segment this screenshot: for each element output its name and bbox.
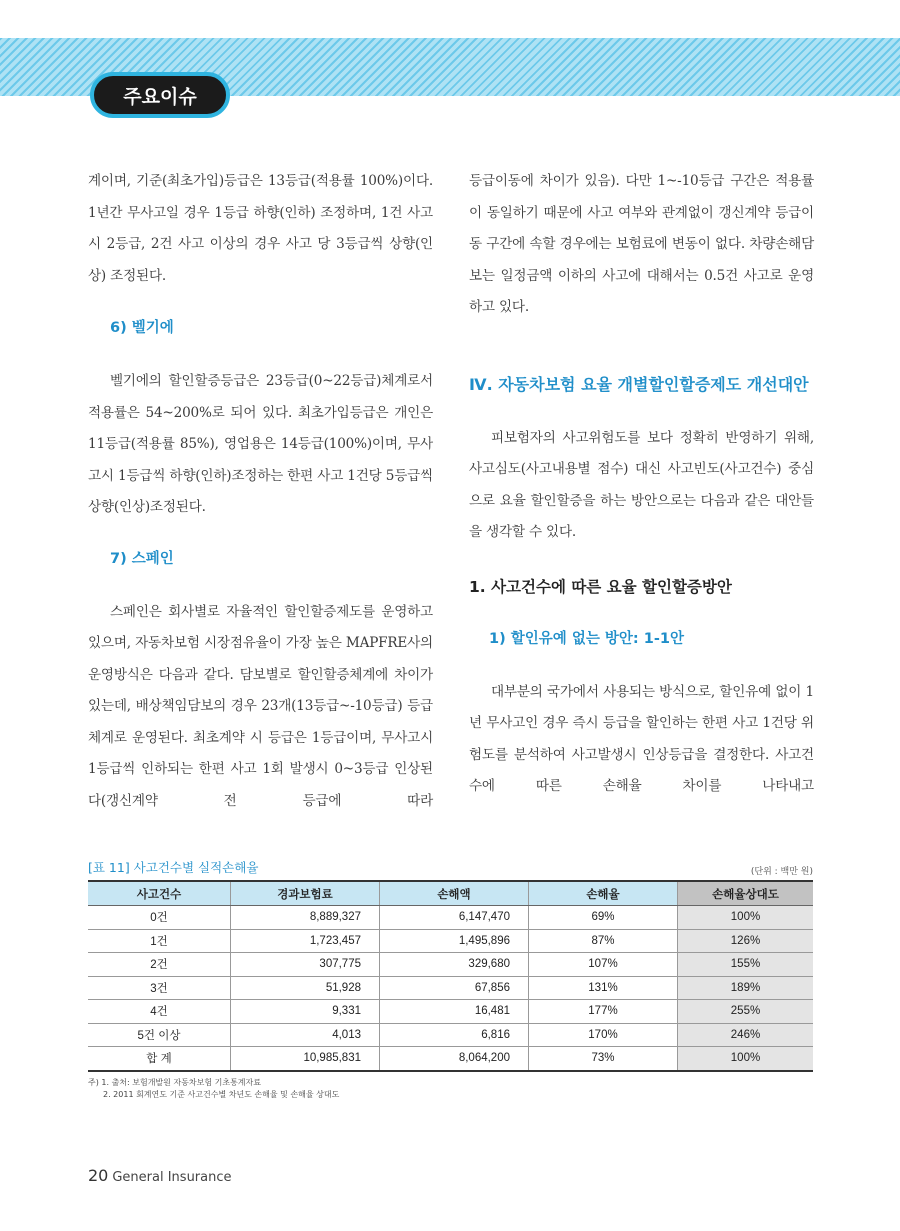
loss-ratio-table-block [88, 858, 813, 1101]
table-row [88, 929, 813, 953]
cell: 8,889,327 [231, 906, 380, 930]
cell: 100% [678, 1047, 814, 1071]
section-badge [90, 72, 230, 118]
subheading-option: 1) 할인유예 없는 방안: 1-1안 [489, 630, 684, 647]
table-title: [표 11] 사고건수별 실적손해율 [88, 860, 259, 875]
cell: 3건 [88, 976, 231, 1000]
cell: 6,816 [380, 1023, 529, 1047]
table-unit: (단위 : 백만 원) [750, 867, 813, 877]
cell: 69% [529, 906, 678, 930]
cell: 100% [678, 906, 814, 930]
numbered-heading: 1. 사고건수에 따른 요율 할인할증방안 [469, 577, 732, 596]
cell: 8,064,200 [380, 1047, 529, 1071]
cell: 51,928 [231, 976, 380, 1000]
subheading-belgium: 6) 벨기에 [110, 320, 174, 336]
column-header: 경과보험료 [231, 881, 380, 906]
table-note: 주) 1. 출처: 보험개발원 자동차보험 기초통계자료 [88, 1077, 261, 1087]
cell: 255% [678, 1000, 814, 1024]
cell: 307,775 [231, 953, 380, 977]
paragraph: 스페인은 회사별로 자율적인 할인할증제도를 운영하고 있으며, 자동차보험 시장점유율이 가장 높은 MAPFRE사의 운영방식은 다음과 같다. 담보별로 할인할증체계에 차이가 있는데, 배상책임담보의 경우 23개(13등급~-10등급) 등급체계로 운영된다. 최초계약 시 등급은 1등급이며, 무사고시 1등급씩 인하되는 한편 사고 1회 발생시 0~3등급 인상된다(갱신계약 전 등급에 따라 [88, 603, 433, 809]
column-header: 손해액 [380, 881, 529, 906]
paragraph: 피보험자의 사고위험도를 보다 정확히 반영하기 위해, 사고심도(사고내용별 점수) 대신 사고빈도(사고건수) 중심으로 요율 할인할증을 하는 방안으로는 다음과 같은 대안들을 생각할 수 있다. [469, 429, 814, 540]
cell: 170% [529, 1023, 678, 1047]
cell: 189% [678, 976, 814, 1000]
cell: 87% [529, 929, 678, 953]
magazine-name: General Insurance [112, 1170, 232, 1185]
cell: 5건 이상 [88, 1023, 231, 1047]
table-row [88, 906, 813, 930]
cell: 합 계 [88, 1047, 231, 1071]
column-header: 사고건수 [88, 881, 231, 906]
paragraph: 등급이동에 차이가 있음). 다만 1~-10등급 구간은 적용률이 동일하기 때문에 사고 여부와 관계없이 갱신계약 등급이 동 구간에 속할 경우에는 보험료에 변동이 없다. 차량손해담보는 일정금액 이하의 사고에 대해서는 0.5건 사고로 운영하고 있다. [469, 173, 814, 315]
cell: 73% [529, 1047, 678, 1071]
column-header: 손해율 [529, 881, 678, 906]
table-row [88, 953, 813, 977]
subheading-spain: 7) 스페인 [110, 550, 174, 567]
cell: 155% [678, 953, 814, 977]
cell: 0건 [88, 906, 231, 930]
table-row [88, 1023, 813, 1047]
paragraph: 대부분의 국가에서 사용되는 방식으로, 할인유예 없이 1년 무사고인 경우 즉시 등급을 할인하는 한편 사고 1건당 위험도를 분석하여 사고발생시 인상등급을 결정한다. 사고건수에 따른 손해율 차이를 나타내고 [469, 683, 814, 794]
cell: 4건 [88, 1000, 231, 1024]
table-notes [88, 1077, 813, 1101]
cell: 329,680 [380, 953, 529, 977]
cell: 107% [529, 953, 678, 977]
table-total-row [88, 1047, 813, 1071]
cell: 10,985,831 [231, 1047, 380, 1071]
page-number: 20 [88, 1166, 109, 1185]
cell: 67,856 [380, 976, 529, 1000]
cell: 246% [678, 1023, 814, 1047]
cell: 6,147,470 [380, 906, 529, 930]
table-row [88, 1000, 813, 1024]
paragraph: 계이며, 기준(최초가입)등급은 13등급(적용률 100%)이다. 1년간 무사고일 경우 1등급 하향(인하) 조정하며, 1건 사고 시 2등급, 2건 사고 이상의 경우 사고 당 3등급씩 상향(인상) 조정된다. [88, 173, 433, 284]
cell: 4,013 [231, 1023, 380, 1047]
page-footer [88, 1166, 232, 1185]
column-header: 손해율상대도 [678, 881, 814, 906]
cell: 1건 [88, 929, 231, 953]
left-column [88, 166, 433, 817]
table-header-row [88, 881, 813, 906]
cell: 16,481 [380, 1000, 529, 1024]
cell: 1,723,457 [231, 929, 380, 953]
table-note: 2. 2011 회계연도 기준 사고건수별 차년도 손해율 및 손해율 상대도 [103, 1089, 340, 1099]
loss-ratio-table [88, 880, 813, 1072]
paragraph: 벨기에의 할인할증등급은 23등급(0~22등급)체계로서 적용률은 54~200%로 되어 있다. 최초가입등급은 개인은 11등급(적용률 85%), 영업용은 14등급(100%)이며, 무사고시 1등급씩 하향(인하)조정하는 한편 사고 1건당 5등급씩 상향(인상)조정된다. [88, 373, 433, 515]
table-row [88, 976, 813, 1000]
section-badge-label: 주요이슈 [123, 85, 197, 108]
cell: 2건 [88, 953, 231, 977]
right-column [469, 166, 814, 803]
section-heading: Ⅳ. 자동차보험 요율 개별할인할증제도 개선대안 [469, 374, 809, 394]
cell: 131% [529, 976, 678, 1000]
cell: 126% [678, 929, 814, 953]
cell: 177% [529, 1000, 678, 1024]
cell: 9,331 [231, 1000, 380, 1024]
cell: 1,495,896 [380, 929, 529, 953]
